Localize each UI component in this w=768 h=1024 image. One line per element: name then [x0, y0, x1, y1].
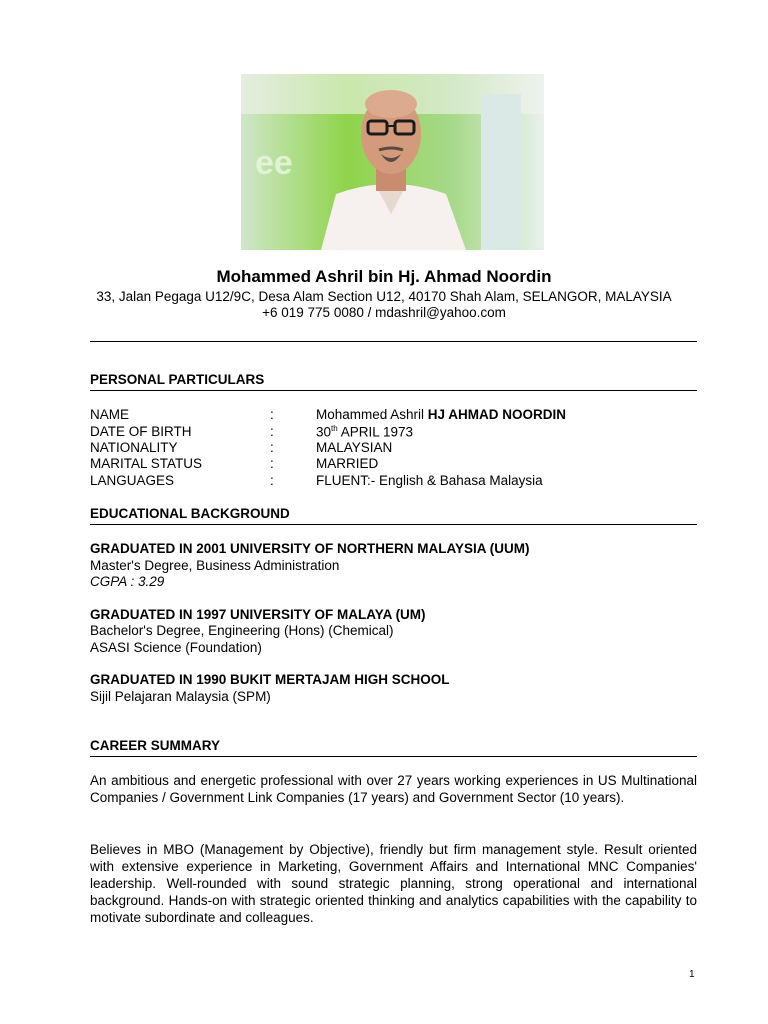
education-heading: GRADUATED IN 2001 UNIVERSITY OF NORTHERN MALAYSIA (UUM)	[90, 541, 530, 556]
page-number: 1	[689, 969, 695, 980]
label-dob: DATE OF BIRTH	[90, 424, 192, 439]
dob-suffix: th	[331, 424, 338, 433]
label-marital: MARITAL STATUS	[90, 456, 203, 471]
education-detail: Master's Degree, Business Administration	[90, 558, 340, 573]
contact-info: +6 019 775 0080 / mdashril@yahoo.com	[262, 305, 506, 320]
separator: :	[270, 407, 274, 422]
separator: :	[270, 424, 274, 439]
education-heading: GRADUATED IN 1997 UNIVERSITY OF MALAYA (UM)	[90, 607, 426, 622]
label-name: NAME	[90, 407, 130, 422]
value-name	[316, 407, 566, 422]
separator: :	[270, 440, 274, 455]
personal-particulars-title: PERSONAL PARTICULARS	[90, 372, 265, 387]
label-languages: LANGUAGES	[90, 473, 175, 488]
separator: :	[270, 456, 274, 471]
career-divider	[90, 756, 697, 757]
education-cgpa: CGPA : 3.29	[90, 574, 165, 589]
value-nationality: MALAYSIAN	[316, 440, 393, 455]
separator: :	[270, 473, 274, 488]
value-marital: MARRIED	[316, 456, 379, 471]
header-divider	[90, 341, 697, 342]
personal-divider	[90, 390, 697, 391]
dob-day: 30	[316, 424, 332, 440]
profile-photo	[241, 74, 544, 250]
value-dob	[316, 424, 413, 440]
address: 33, Jalan Pegaga U12/9C, Desa Alam Section U12, 40170 Shah Alam, SELANGOR, MALAYSIA	[96, 289, 672, 304]
education-divider	[90, 524, 697, 525]
candidate-name: Mohammed Ashril bin Hj. Ahmad Noordin	[216, 267, 552, 286]
label-nationality: NATIONALITY	[90, 440, 178, 455]
value-name-bold: HJ AHMAD NOORDIN	[427, 407, 567, 422]
career-summary-title: CAREER SUMMARY	[90, 738, 221, 753]
career-paragraph: An ambitious and energetic professional with over 27 years working experiences in US Multinational Companies / Government Link Companies (17 years) and Government Sector (10 years).	[90, 773, 697, 805]
dob-rest: APRIL 1973	[337, 424, 414, 440]
value-name-plain: Mohammed Ashril	[316, 407, 428, 422]
svg-text:ee: ee	[255, 144, 293, 182]
education-detail: Bachelor's Degree, Engineering (Hons) (Chemical)	[90, 623, 394, 638]
education-title: EDUCATIONAL BACKGROUND	[90, 506, 290, 521]
education-detail: Sijil Pelajaran Malaysia (SPM)	[90, 689, 271, 704]
education-heading: GRADUATED IN 1990 BUKIT MERTAJAM HIGH SCHOOL	[90, 672, 450, 687]
education-detail: ASASI Science (Foundation)	[90, 640, 262, 655]
career-paragraph: Believes in MBO (Management by Objective), friendly but firm management style. Result oriented with extensive experience in Marketing, Government Affairs and International MNC Companies' leadership. Well-rounded with sound strategic planning, strong operational and international background. Hands-on with strategic oriented thinking and analytics capabilities with the capability to motivate subordinate and colleagues.	[90, 842, 697, 925]
value-languages: FLUENT:- English & Bahasa Malaysia	[316, 473, 543, 488]
